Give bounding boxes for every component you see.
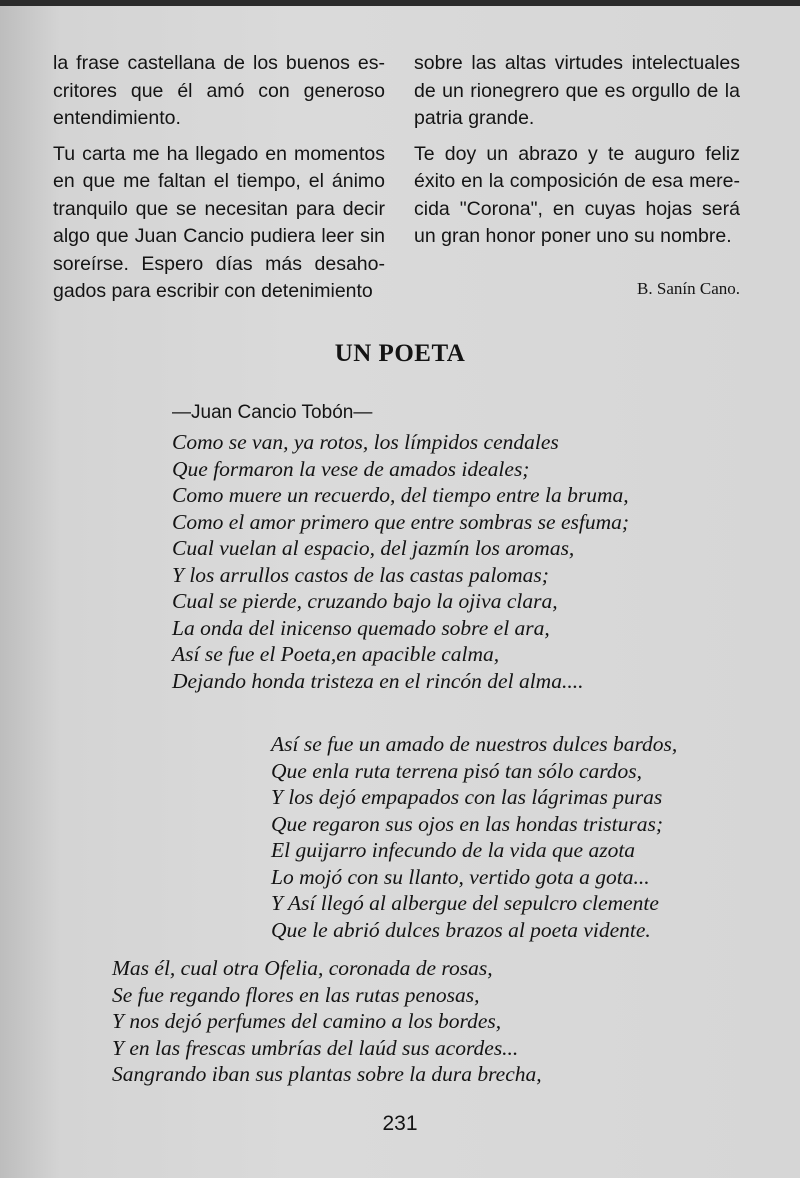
poem-line: Cual vuelan al espacio, del jazmín los aromas, (172, 536, 575, 560)
letter-paragraph: sobre las altas virtudes intelectuales de un rionegrero que es orgullo de la patria grande. (414, 52, 740, 129)
poem-line: Que le abrió dulces brazos al poeta vidente. (271, 917, 651, 942)
letter-paragraph: la frase castellana de los buenos es-critores que él amó con generoso entendimiento. (53, 52, 385, 129)
poem-line: La onda del inicenso quemado sobre el ara, (172, 615, 550, 640)
poem-line: Que formaron la vese de amados ideales; (172, 456, 530, 481)
letter-left-column (53, 50, 385, 314)
poem-line: Cual se pierde, cruzando bajo la ojiva clara, (172, 589, 558, 613)
page-edge (0, 0, 800, 6)
poem-line: Dejando honda tristeza en el rincón del alma.... (172, 668, 584, 693)
poem-line: Mas él, cual otra Ofelia, coronada de rosas, (112, 956, 493, 980)
poem-line: Y los dejó empapados con las lágrimas puras (271, 785, 663, 809)
poem-line: Sangrando iban sus plantas sobre la dura brecha, (112, 1062, 542, 1086)
poem-line: Lo mojó con su llanto, vertido gota a gota... (271, 864, 650, 889)
page-number: 231 (382, 1112, 418, 1135)
poem-line: El guijarro infecundo de la vida que azota (271, 838, 636, 862)
poem-line: Como el amor primero que entre sombras se esfuma; (172, 509, 630, 534)
poem-title: UN POETA (334, 340, 466, 367)
poem-line: Y nos dejó perfumes del camino a los bordes, (112, 1009, 502, 1033)
poem-line: Se fue regando flores en las rutas penosas, (112, 982, 480, 1007)
letter-signature: B. Sanín Cano. (637, 278, 740, 298)
poem-stanza-1 (172, 429, 629, 694)
poem-line: Así se fue el Poeta,en apacible calma, (172, 642, 500, 666)
poem-line: Que enla ruta terrena pisó tan sólo cardos, (271, 758, 643, 783)
letter-right-column (414, 50, 740, 302)
poem-line: Y los arrullos castos de las castas palomas; (172, 562, 549, 587)
poem-stanza-2 (271, 731, 677, 943)
poem-line: Así se fue un amado de nuestros dulces bardos, (271, 732, 678, 756)
poem-author: —Juan Cancio Tobón— (172, 402, 373, 423)
poem-line: Y Así llegó al albergue del sepulcro clemente (271, 891, 659, 915)
poem-line: Que regaron sus ojos en las hondas tristuras; (271, 811, 663, 836)
poem-line: Y en las frescas umbrías del laúd sus acordes... (112, 1035, 519, 1060)
poem-stanza-3 (112, 955, 542, 1088)
poem-line: Como se van, ya rotos, los límpidos cendales (172, 430, 559, 454)
letter-paragraph: Tu carta me ha llegado en momentos en que me faltan el tiempo, el ánimo tranquilo que se necesitan para decir algo que Juan Cancio pudiera leer sin soreírse. Espero días más desaho-gados para escribir con detenimiento (53, 142, 385, 302)
letter-paragraph: Te doy un abrazo y te auguro feliz éxito en la composición de esa mere-cida "Corona", en cuyas hojas será un gran honor poner uno su nombre. (414, 142, 740, 247)
poem-line: Como muere un recuerdo, del tiempo entre la bruma, (172, 483, 629, 507)
